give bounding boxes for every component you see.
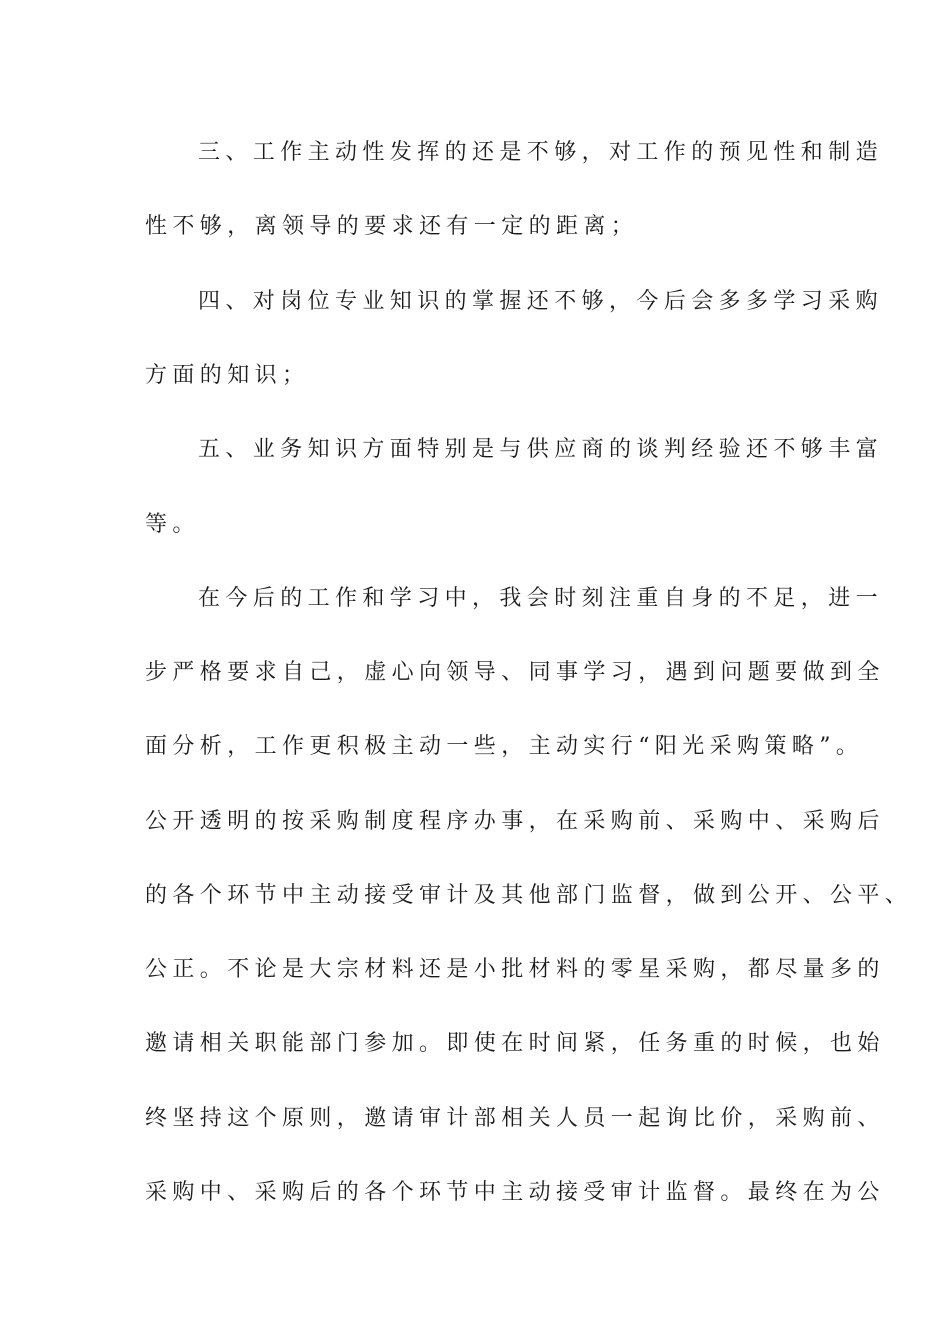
paragraph-line: 步严格要求自己，虚心向领导、同事学习，遇到问题要做到全 (145, 660, 885, 685)
paragraph-line: 邀请相关职能部门参加。即使在时间紧，任务重的时候，也始 (145, 1031, 885, 1056)
paragraph-line: 方面的知识； (145, 363, 310, 388)
paragraph-line: 的各个环节中主动接受审计及其他部门监督，做到公开、公平、 (145, 883, 913, 908)
paragraph-line: 采购中、采购后的各个环节中主动接受审计监督。最终在为公 (145, 1180, 885, 1205)
paragraph-line: 终坚持这个原则，邀请审计部相关人员一起询比价，采购前、 (145, 1106, 885, 1131)
paragraph-line: 三、工作主动性发挥的还是不够，对工作的预见性和制造 (198, 140, 884, 165)
paragraph-line: 等。 (145, 512, 200, 537)
paragraph-line: 四、对岗位专业知识的掌握还不够，今后会多多学习采购 (198, 289, 884, 314)
paragraph-line: 面分析，工作更积极主动一些，主动实行“阳光采购策略”。 (145, 734, 864, 759)
paragraph-line: 五、业务知识方面特别是与供应商的谈判经验还不够丰富 (198, 437, 884, 462)
paragraph-line: 公开透明的按采购制度程序办事，在采购前、采购中、采购后 (145, 809, 885, 834)
paragraph-line: 性不够，离领导的要求还有一定的距离； (145, 214, 639, 239)
paragraph-line: 公正。不论是大宗材料还是小批材料的零星采购，都尽量多的 (145, 957, 885, 982)
paragraph-line: 在今后的工作和学习中，我会时刻注重自身的不足，进一 (198, 586, 884, 611)
